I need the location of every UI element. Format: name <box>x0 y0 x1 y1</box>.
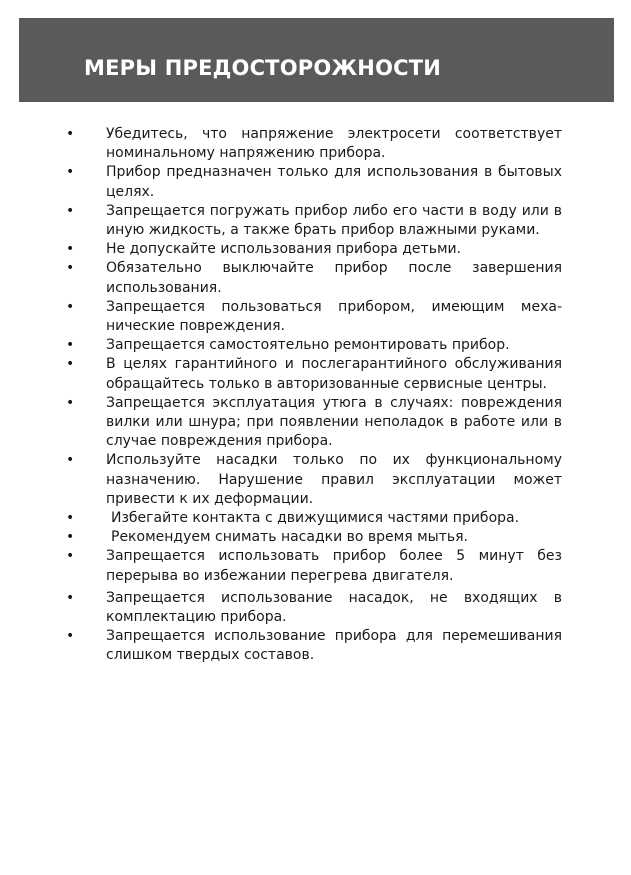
list-item-text-line: Прибор предназначен только для использования в бытовых <box>106 164 562 181</box>
list-item-text-line: привести к их деформации. <box>106 490 314 507</box>
list-item <box>62 509 562 528</box>
list-item-text-line: Запрещается погружать прибор либо его части в воду или в <box>106 202 562 219</box>
list-item <box>62 528 562 547</box>
bullet-icon: • <box>66 452 75 469</box>
list-item <box>62 394 562 452</box>
bullet-icon: • <box>66 164 75 181</box>
list-item <box>62 125 562 163</box>
list-item-text-line: Не допускайте использования прибора детьми. <box>106 241 462 258</box>
bullet-icon: • <box>66 510 75 527</box>
list-item-text-line: Обязательно выключайте прибор после завершения <box>106 260 562 277</box>
list-item-text-line: Рекомендуем снимать насадки во время мытья. <box>111 529 468 546</box>
precautions-list <box>62 125 562 666</box>
list-item <box>62 451 562 509</box>
bullet-icon: • <box>66 394 75 411</box>
list-item-text-line: Запрещается самостоятельно ремонтировать прибор. <box>106 337 510 354</box>
list-item-text-line: целях. <box>106 183 155 200</box>
list-item-text-line: обращайтесь только в авторизованные сервисные центры. <box>106 375 547 392</box>
list-item-text-line: Запрещается использовать прибор более 5 минут без <box>106 548 562 565</box>
list-item <box>62 336 562 355</box>
list-item-text-line: Запрещается пользоваться прибором, имеющим меха- <box>106 298 562 315</box>
list-item-text-line: назначению. Нарушение правил эксплуатации может <box>106 471 562 488</box>
list-item-text-line: нические повреждения. <box>106 318 285 335</box>
list-item <box>62 298 562 336</box>
list-item-text-line: комплектацию прибора. <box>106 609 287 626</box>
list-item-text-line: использования. <box>106 279 222 296</box>
list-item-text-line: Избегайте контакта с движущимися частями прибора. <box>111 510 520 527</box>
list-item-text-line: вилки или шнура; при появлении неполадок в работе или в <box>106 414 562 431</box>
list-item <box>62 163 562 201</box>
list-item-text-line: Запрещается эксплуатация утюга в случаях: повреждения <box>106 394 562 411</box>
page-title: МЕРЫ ПРЕДОСТОРОЖНОСТИ <box>84 56 442 80</box>
bullet-icon: • <box>66 548 75 565</box>
list-item <box>62 259 562 297</box>
list-item <box>62 240 562 259</box>
list-item-text-line: слишком твердых составов. <box>106 647 315 664</box>
list-item <box>62 355 562 393</box>
bullet-icon: • <box>66 589 75 606</box>
bullet-icon: • <box>66 298 75 315</box>
list-item <box>62 547 562 585</box>
list-item-text-line: Запрещается использование прибора для перемешивания <box>106 628 562 645</box>
list-item-text-line: иную жидкость, а также брать прибор влажными руками. <box>106 222 540 239</box>
list-item-text-line: перерыва во избежании перегрева двигателя. <box>106 567 454 584</box>
list-item <box>62 627 562 665</box>
section-header <box>19 18 614 102</box>
list-item-text-line: Используйте насадки только по их функциональному <box>106 452 562 469</box>
bullet-icon: • <box>66 260 75 277</box>
bullet-icon: • <box>66 126 75 142</box>
bullet-icon: • <box>66 529 75 546</box>
list-item <box>62 589 562 627</box>
list-item-text-line: номинальному напряжению прибора. <box>106 145 386 162</box>
bullet-icon: • <box>66 241 75 258</box>
list-item-text-line: случае повреждения прибора. <box>106 433 333 450</box>
bullet-icon: • <box>66 337 75 354</box>
list-item-text-line: Запрещается использование насадок, не входящих в <box>106 589 562 606</box>
bullet-icon: • <box>66 356 75 373</box>
bullet-icon: • <box>66 628 75 645</box>
list-item-text-line: Убедитесь, что напряжение электросети соответствует <box>106 126 562 142</box>
bullet-icon: • <box>66 202 75 219</box>
list-item-text-line: В целях гарантийного и послегарантийного обслуживания <box>106 356 562 373</box>
list-item <box>62 202 562 240</box>
